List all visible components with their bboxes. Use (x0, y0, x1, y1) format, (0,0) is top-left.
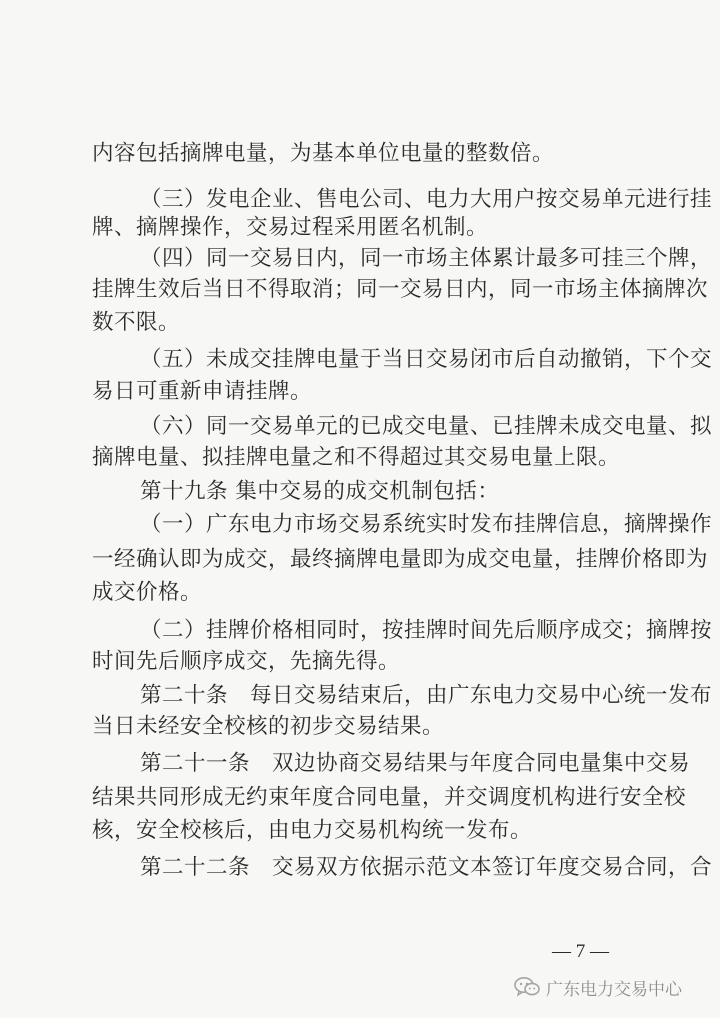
text-line: （二）挂牌价格相同时，按挂牌时间先后顺序成交；摘牌按 (140, 618, 713, 643)
text-line: （一）广东电力市场交易系统实时发布挂牌信息，摘牌操作 (140, 512, 713, 537)
text-line: （六）同一交易单元的已成交电量、已挂牌未成交电量、拟 (140, 414, 713, 439)
text-line: （四）同一交易日内，同一市场主体累计最多可挂三个牌， (140, 246, 713, 271)
text-line: 结果共同形成无约束年度合同电量，并交调度机构进行安全校 (92, 785, 687, 810)
text-line: 第十九条 集中交易的成交机制包括： (140, 479, 500, 504)
text-line: 内容包括摘牌电量，为基本单位电量的整数倍。 (92, 141, 555, 166)
text-line: 第二十一条 双边协商交易结果与年度合同电量集中交易 (140, 751, 691, 776)
text-line: 核，安全校核后，由电力交易机构统一发布。 (92, 818, 533, 843)
text-line: 一经确认即为成交，最终摘牌电量即为成交电量，挂牌价格即为 (92, 547, 709, 572)
text-line: 数不限。 (92, 310, 181, 335)
text-line: （五）未成交挂牌电量于当日交易闭市后自动撤销，下个交 (140, 347, 713, 372)
text-line: 第二十二条 交易双方依据示范文本签订年度交易合同，合 (140, 855, 713, 880)
text-line: 摘牌电量、拟挂牌电量之和不得超过其交易电量上限。 (92, 445, 621, 470)
watermark-text: 广东电力交易中心 (546, 979, 682, 1000)
text-line: 当日未经安全校核的初步交易结果。 (92, 714, 445, 739)
text-line: 第二十条 每日交易结束后，由广东电力交易中心统一发布 (140, 683, 713, 708)
wechat-icon (514, 976, 540, 998)
text-line: 牌、摘牌操作，交易过程采用匿名机制。 (92, 215, 489, 240)
watermark (514, 974, 682, 1000)
text-line: 挂牌生效后当日不得取消；同一交易日内，同一市场主体摘牌次 (92, 277, 709, 302)
text-line: 易日可重新申请挂牌。 (92, 379, 313, 404)
page-number: — 7 — (552, 941, 609, 962)
text-line: 时间先后顺序成交，先摘先得。 (92, 649, 401, 674)
text-line: （三）发电企业、售电公司、电力大用户按交易单元进行挂 (140, 187, 713, 212)
text-line: 成交价格。 (92, 580, 203, 605)
